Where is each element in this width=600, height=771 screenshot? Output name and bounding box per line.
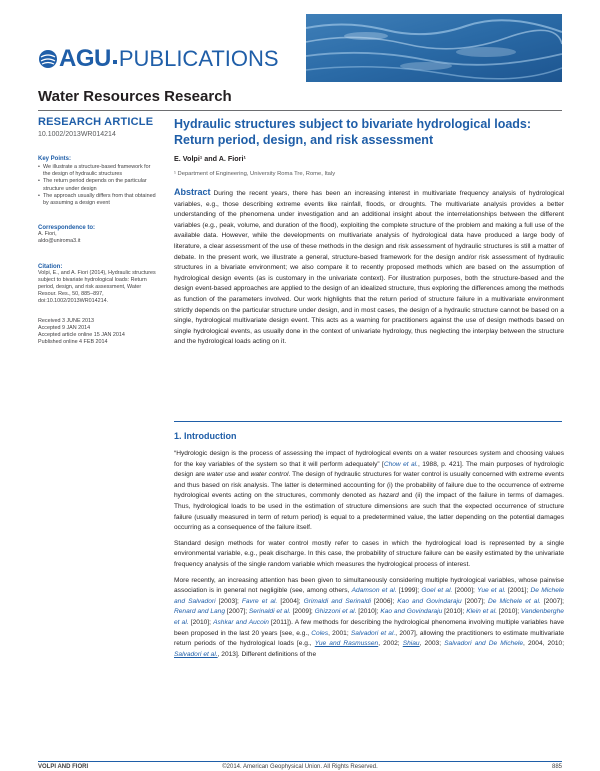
- citation-text: Volpi, E., and A. Fiori (2014), Hydraulic structures subject to bivariate hydrological loads: Return period, design, and risk assessment, Water Resour. Res., 50, 885–897, doi:10.1002/2013WR014214.: [38, 269, 156, 305]
- footer-page-number: 885: [551, 764, 562, 770]
- article-main: [174, 116, 564, 348]
- citation-link[interactable]: Yue and Rasmussen: [314, 640, 379, 648]
- journal-divider: [38, 110, 562, 111]
- footer-copyright: ©2014. American Geophysical Union. All Rights Reserved.: [222, 764, 378, 770]
- date-accepted: Accepted 9 JAN 2014: [38, 324, 91, 331]
- citation-link[interactable]: Adamson et al.: [351, 587, 397, 595]
- key-points-list: [38, 164, 156, 207]
- abstract-text: During the recent years, there has been an increasing interest in multivariate frequency analysis of hydrological variables, e.g., those describing extreme events like rainfall, floods, or droughts. The multivariate analysis provides a better understanding of the phenomena under investigation and an additional insight about the interrelationships between the different variables (e.g., peak, volume, and duration of the flood), exploiting the complete structure of the problem and making a full use of the available data. However, while the developments on multivariate analysis of hydrological data have produced a large body of literature, a clear assessment of the use of these methods in the design and risk assessment of hydraulic structures is still a matter of debate. In the present work, we illustrate a general, structure-based framework for the design and/or risk assessment of hydraulic structures in a bivariate environment; we also compare it to recently proposed methods which are based on the assumption of hydrological design events (as is customary in the univariate context). For illustration purposes, both the structure-based and the design event-based approaches are applied to the design of an idealized structure, thus exploring the differences among the methods as function of the parameters involved. Our work highlights that the return period of structure failure in a multivariate environment strictly depends on the particular structure under design, and in most cases, the design of a hydraulic structure cannot be based on a single, hydrological multivariate design event. This acts as a warning for practitioners against the use of design methods based on single hydrological events, as usually done in the context of univariate hydrology, thus neglecting the interplay between the structure and the hydrological loads acting on it.: [174, 190, 564, 346]
- citation-link[interactable]: Serinaldi et al.: [248, 608, 291, 616]
- journal-title-bar: [38, 88, 562, 108]
- correspondence-heading: Correspondence to:: [38, 225, 96, 232]
- citation-link[interactable]: Shiau: [402, 640, 420, 648]
- key-point-item: • The return period depends on the particular structure under design: [38, 178, 156, 192]
- abstract-label: Abstract: [174, 187, 211, 197]
- article-type-label: RESEARCH ARTICLE: [38, 116, 154, 128]
- citation-link[interactable]: Ashkar and Aucoin: [213, 618, 269, 626]
- page-header: [0, 0, 600, 84]
- citation-link[interactable]: Goel et al.: [421, 587, 453, 595]
- logo-publications-text: PUBLICATIONS: [118, 46, 279, 71]
- water-banner-image: [306, 14, 562, 82]
- citation-link[interactable]: Renard and Lang: [174, 608, 226, 616]
- abstract: [174, 187, 564, 348]
- agu-publications-logo: [38, 45, 279, 72]
- footer-divider: [38, 761, 562, 762]
- footer-authors: VOLPI AND FIORI: [38, 764, 89, 770]
- article-authors: E. Volpi¹ and A. Fiori¹: [174, 154, 246, 163]
- citation-link[interactable]: Coles: [311, 629, 329, 637]
- key-point-item: • The approach usually differs from that obtained by assuming a design event: [38, 193, 156, 207]
- citation-link[interactable]: Kao and Govindaraju: [397, 597, 462, 605]
- article-doi: 10.1002/2013WR014214: [38, 131, 116, 138]
- agu-globe-icon: [38, 49, 58, 69]
- correspondence-email[interactable]: aldo@uniroma3.it: [38, 238, 81, 245]
- date-published: Published online 4 FEB 2014: [38, 339, 108, 346]
- intro-paragraph-3: More recently, an increasing attention has been given to simultaneously considering multiple hydrological variables, whose pairwise association is in general not negligible (see, among others, Adamson et al. [1999]; Goel et al. [2000]; Yue et al. [2001]; De Michele and Salvadori [2003]; Favre et al. [2004]; Grimaldi and Serinaldi [2006]; Kao and Govindaraju [2007]; De Michele et al. [2007]; Renard and Lang [2007]; Serinaldi et al. [2009]; Ghizzoni et al. [2010]; Kao and Govindaraju [2010]; Klein et al. [2010]; Vandenberghe et al. [2010]; Ashkar and Aucoin [2011]). A few methods for describing the hydrological phenomena involving multiple variables have been proposed in the last 20 years [see, e.g., Coles, 2001; Salvadori et al., 2007], allowing the practitioners to estimate multivariate return periods of the hydrological loads [e.g., Yue and Rasmussen, 2002; Shiau, 2003; Salvadori and De Michele, 2004, 2010; Salvadori et al., 2013]. Different definitions of the: [174, 576, 565, 658]
- citation-link[interactable]: Kao and Govindaraju: [380, 608, 443, 616]
- intro-paragraph-2: Standard design methods for water control mostly refer to cases in which the hydrological load is represented by a single environmental variable, e.g., peak discharge. In this case, the probability of structure failure can be easily estimated by the univariate frequency analysis of the single random variable which measures the hydrological process of interest.: [174, 539, 564, 568]
- citation-link[interactable]: Vandenberghe et al.: [174, 608, 564, 626]
- article-title: Hydraulic structures subject to bivariate hydrological loads: Return period, design, and risk assessment: [174, 117, 532, 147]
- citation-link[interactable]: Ghizzoni et al.: [314, 608, 357, 616]
- introduction-heading: 1. Introduction: [174, 431, 237, 441]
- citation-link[interactable]: Klein et al.: [466, 608, 498, 616]
- section-divider: [174, 421, 562, 422]
- key-points-heading: Key Points:: [38, 156, 72, 162]
- citation-link[interactable]: Salvadori et al.: [174, 650, 218, 658]
- correspondence-name: A. Fiori,: [38, 231, 57, 238]
- citation-link[interactable]: Yue et al.: [477, 587, 506, 595]
- article-dates: [38, 318, 156, 347]
- logo-separator: [113, 60, 117, 64]
- citation-link[interactable]: Salvadori et al.: [350, 629, 396, 637]
- intro-paragraph-1: “Hydrologic design is the process of assessing the impact of hydrological events on a water resources system and choosing values for the key variables of the system so that it will perform adequately” [Chow et al., 1988, p. 421]. The main purposes of hydrologic design are water use and water control. The design of hydraulic structures for water control is usually concerned with extreme events and thus based on risk analysis. The latter is determined accounting for (i) the probability of failure due to the occurrence of extreme hydrological events acting on the structures, commonly denoted as hazard and (ii) the impact of the failure in terms of damages. Thus, hydrological loads to be used in the estimation of structure dimensions are such that the expected occurrence of structure failure (usually measured in term of return period) is equal to a predetermined value, the latter depending on the potential damages occurring as a consequence of the failure itself.: [174, 450, 565, 532]
- citation-link[interactable]: De Michele and Salvadori: [174, 587, 564, 605]
- citation-link[interactable]: De Michele et al.: [487, 597, 541, 605]
- citation-link[interactable]: Favre et al.: [241, 597, 278, 605]
- key-point-item: • We illustrate a structure-based framework for the design of hydraulic structures: [38, 164, 156, 178]
- journal-title: Water Resources Research: [38, 88, 232, 105]
- citation-link[interactable]: Grimaldi and Serinaldi: [303, 597, 371, 605]
- citation-link[interactable]: Chow et al.: [383, 460, 418, 468]
- logo-agu-text: AGU: [59, 45, 111, 72]
- citation-heading: Citation:: [38, 263, 63, 270]
- citation-link[interactable]: Salvadori and De Michele: [444, 640, 524, 648]
- page-footer: [38, 764, 562, 771]
- date-received: Received 3 JUNE 2013: [38, 317, 95, 324]
- introduction-section: [174, 431, 564, 665]
- article-sidebar: [38, 116, 156, 346]
- date-accepted-online: Accepted article online 15 JAN 2014: [38, 332, 125, 339]
- article-affiliation: ¹ Department of Engineering, University Roma Tre, Rome, Italy: [174, 171, 336, 177]
